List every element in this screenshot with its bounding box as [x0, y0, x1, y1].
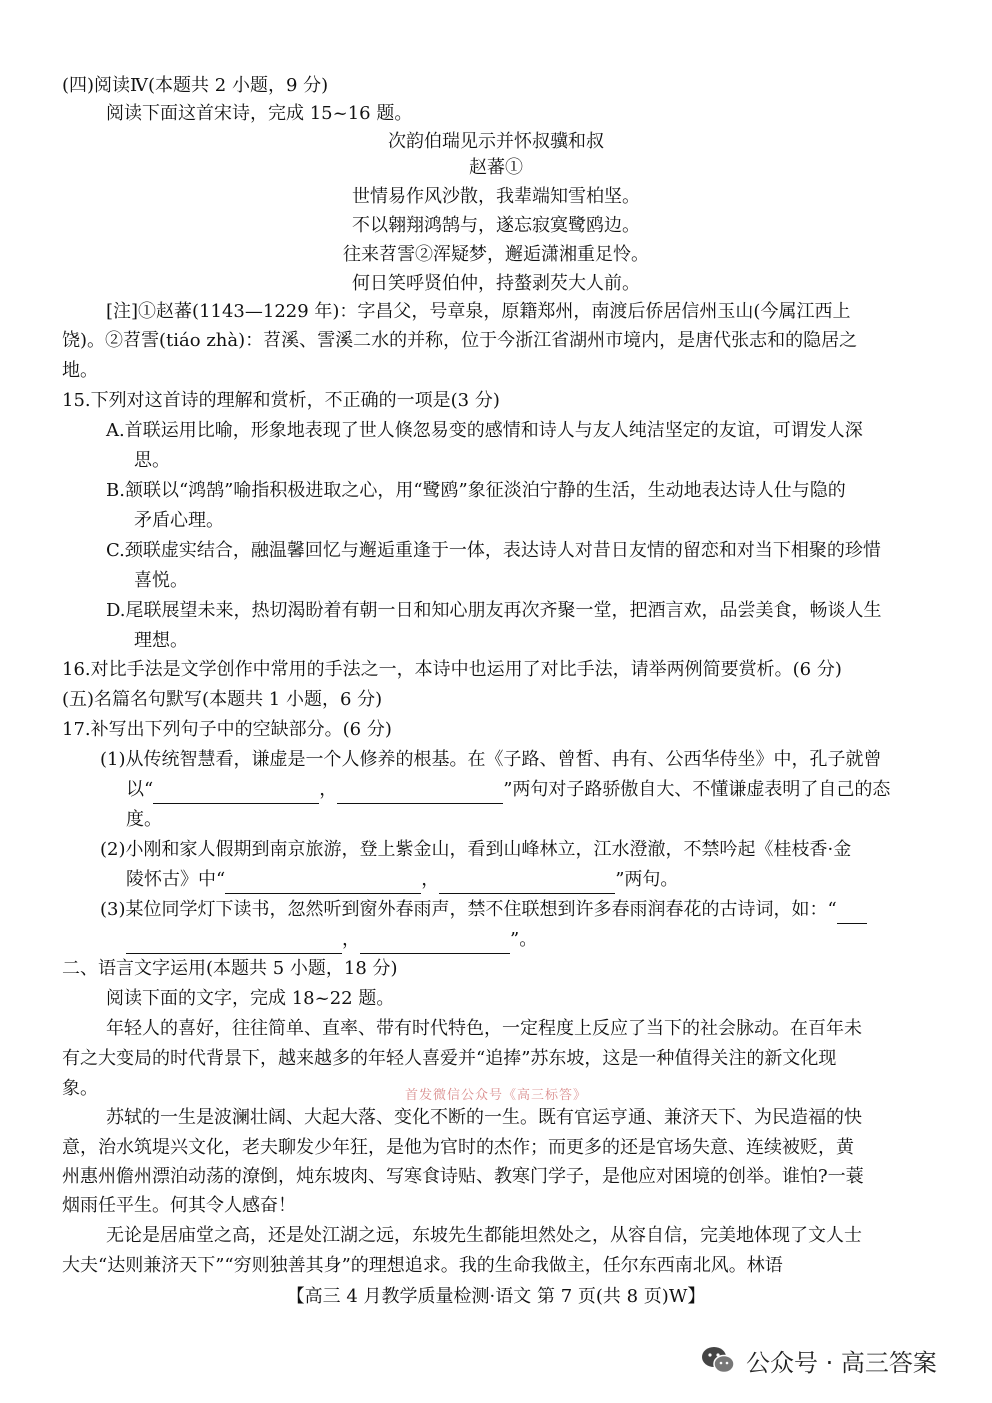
paragraph-line: 无论是居庙堂之高，还是处江湖之远，东坡先生都能坦然处之，从容自信，完美地体现了文人士: [106, 1225, 862, 1246]
q15-option-d-cont: 理想。: [134, 630, 188, 651]
q17-item2: (2)小刚和家人假期到南京旅游，登上紫金山，看到山峰林立，江水澄澈，不禁吟起《桂枝香·金: [100, 839, 852, 860]
q17-item3-cont: [126, 926, 537, 954]
q17-item2-cont: [126, 866, 678, 894]
paragraph-line: 州惠州儋州漂泊动荡的潦倒，炖东坡肉、写寒食诗贴、教寒门学子，是他应对困境的创举。谁怕?一蓑: [62, 1166, 864, 1187]
poem-line: 世情易作风沙散，我辈端知雪柏坚。: [352, 186, 640, 207]
blank-separator: ，: [421, 869, 440, 890]
page-footer: 【高三 4 月教学质量检测·语文 第 7 页(共 8 页)W】: [286, 1286, 706, 1307]
note-line: 地。: [62, 360, 98, 381]
q15-option-a: A.首联运用比喻，形象地表现了世人倏忽易变的感情和诗人与友人纯洁坚定的友谊，可谓发人深: [106, 420, 863, 441]
section4-intro: 阅读下面这首宋诗，完成 15~16 题。: [106, 103, 413, 124]
answer-blank[interactable]: [837, 903, 867, 924]
section4-heading: (四)阅读Ⅳ(本题共 2 小题，9 分): [62, 75, 329, 96]
q17-item3: [100, 896, 867, 924]
answer-blank[interactable]: [126, 933, 342, 954]
brand-text: 公众号 · 高三答案: [746, 1348, 937, 1377]
paragraph-line: 烟雨任平生。何其令人感奋！: [62, 1195, 296, 1216]
answer-blank[interactable]: [360, 933, 510, 954]
q17-item1: (1)从传统智慧看，谦虚是一个人修养的根基。在《子路、曾皙、冉有、公西华侍坐》中，孔子就曾: [100, 749, 882, 770]
q15-option-c-cont: 喜悦。: [134, 570, 188, 591]
q17-item1-suffix: ”两句对子路骄傲自大、不懂谦虚表明了自己的态: [503, 779, 891, 800]
brand-badge: [700, 1340, 970, 1380]
q15-option-d: D.尾联展望未来，热切渴盼着有朝一日和知心朋友再次齐聚一堂，把酒言欢，品尝美食，畅谈人生: [106, 600, 882, 621]
q15-option-b-cont: 矛盾心理。: [134, 510, 224, 531]
blank-separator: ，: [342, 929, 360, 950]
part2-intro: 阅读下面的文字，完成 18~22 题。: [106, 988, 395, 1009]
poem-line: 不以翱翔鸿鹄与，遂忘寂寞鹭鸥边。: [352, 215, 640, 236]
q15-stem: 15.下列对这首诗的理解和赏析，不正确的一项是(3 分): [62, 390, 500, 411]
q15-option-a-cont: 思。: [134, 450, 170, 471]
q17-item2-prefix: 陵怀古》中“: [126, 869, 226, 890]
q17-item2-suffix: ”两句。: [615, 869, 679, 890]
paragraph-line: 象。: [62, 1078, 98, 1099]
q17-item3-text: (3)某位同学灯下读书，忽然听到窗外春雨声，禁不住联想到许多春雨润春花的古诗词，如：“: [100, 899, 837, 920]
paragraph-line: 年轻人的喜好，往往简单、直率、带有时代特色，一定程度上反应了当下的社会脉动。在百年未: [106, 1018, 862, 1039]
q17-item3-suffix: ”。: [510, 929, 538, 950]
poem-line: 何日笑呼贤伯仲，持螯剥芡大人前。: [352, 273, 640, 294]
q17-item1-prefix: 以“: [126, 779, 154, 800]
answer-blank[interactable]: [439, 873, 615, 894]
paragraph-line: 大夫“达则兼济天下”“穷则独善其身”的理想追求。我的生命我做主，任尔东西南北风。林语: [62, 1255, 783, 1276]
section5-heading: (五)名篇名句默写(本题共 1 小题，6 分): [62, 689, 383, 710]
answer-blank[interactable]: [337, 783, 503, 804]
note-line: [注]①赵蕃(1143—1229 年)：字昌父，号章泉，原籍郑州，南渡后侨居信州玉山(今属江西上: [106, 301, 851, 322]
note-line: 饶)。②苕霅(tiáo zhà)：苕溪、霅溪二水的并称，位于今浙江省湖州市境内，是唐代张志和的隐居之: [62, 330, 858, 351]
paragraph-line: 苏轼的一生是波澜壮阔、大起大落、变化不断的一生。既有官运亨通、兼济天下、为民造福的快: [106, 1107, 862, 1128]
paragraph-line: 意，治水筑堤兴文化，老夫聊发少年狂，是他为官时的杰作；而更多的还是官场失意、连续被贬，黄: [62, 1137, 854, 1158]
answer-blank[interactable]: [225, 873, 421, 894]
q16-stem: 16.对比手法是文学创作中常用的手法之一，本诗中也运用了对比手法，请举两例简要赏析。(6 分): [62, 659, 842, 680]
watermark: 首发微信公众号《高三标答》: [404, 1088, 587, 1103]
q17-stem: 17.补写出下列句子中的空缺部分。(6 分): [62, 719, 392, 740]
wechat-icon: [700, 1345, 736, 1375]
paragraph-line: 有之大变局的时代背景下，越来越多的年轻人喜爱并“追捧”苏东坡，这是一种值得关注的新文化现: [62, 1048, 837, 1069]
q17-item1-end: 度。: [126, 809, 162, 830]
poem-line: 往来苕霅②浑疑梦，邂逅潇湘重足怜。: [343, 244, 649, 265]
poem-author: 赵蕃①: [469, 157, 523, 178]
q15-option-b: B.颔联以“鸿鹄”喻指积极进取之心，用“鹭鸥”象征淡泊宁静的生活，生动地表达诗人仕与隐的: [106, 480, 846, 501]
blank-separator: ，: [319, 779, 338, 800]
q15-option-c: C.颈联虚实结合，融温馨回忆与邂逅重逢于一体，表达诗人对昔日友情的留恋和对当下相聚的珍惜: [106, 540, 881, 561]
answer-blank[interactable]: [153, 783, 319, 804]
poem-title: 次韵伯瑞见示并怀叔骥和叔: [388, 131, 604, 152]
q17-item1-cont: [126, 776, 890, 804]
part2-heading: 二、语言文字运用(本题共 5 小题，18 分): [62, 958, 398, 979]
